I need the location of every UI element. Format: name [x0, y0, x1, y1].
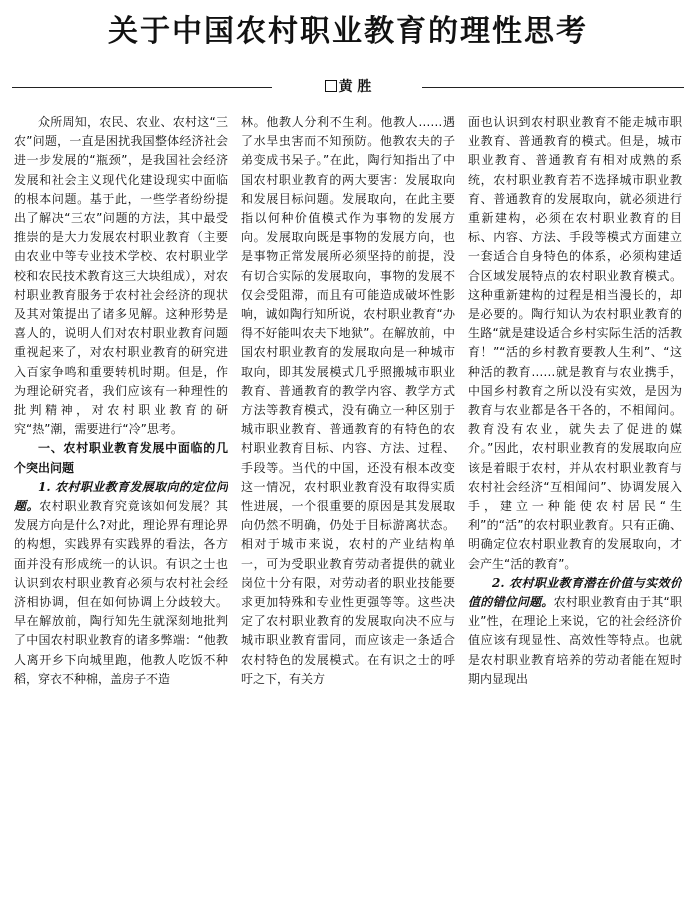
- paragraph: [14, 478, 228, 689]
- subsection-heading: 1. 农村职业教育发展取向的定位问题。: [14, 479, 228, 514]
- author-byline: [12, 76, 684, 98]
- author-name-block: [278, 76, 418, 98]
- paragraph: 面也认识到农村职业教育不能走城市职业教育、普通教育的模式。但是，城市职业教育、普通教育有相对成熟的系统，农村职业教育若不选择城市职业教育、普通教育的发展取向，就必须进行重新建构，必须在农村职业教育的目标、内容、方法、手段等模式方面建立一套适合自身特色的体系，必须构建适合区域发展特点的农村职业教育模式。这种重新建构的过程是相当漫长的，却是必要的。陶行知认为农村职业教育的生路“就是建设适合乡村实际生活的活教育！”“活的乡村教育要教人生利”、“这种活的教育……就是教育与农业携手，中国乡村教育之所以没有实效，是因为教育与农业都是各干各的，不相闻问。教育没有农业，就失去了促进的媒介。”因此，农村职业教育的发展取向应该是着眼于农村，并从农村职业教育与农村社会经济“互相闻问”、协调发展入手，建立一种能使农村居民“生利”的“活”的农村职业教育。只有正确、明确定位农村职业教育的发展取向，才会产生“活的教育”。: [468, 115, 682, 571]
- author-name: 黄 胜: [338, 79, 372, 95]
- paragraph: [468, 574, 682, 689]
- article-body: [14, 113, 682, 891]
- byline-rule-right: [422, 87, 684, 88]
- subsection-heading: 2. 农村职业教育潜在价值与实效价值的错位问题。: [468, 575, 682, 610]
- square-bullet-icon: [325, 80, 337, 92]
- column-3: [468, 113, 682, 891]
- byline-rule-left: [12, 87, 272, 88]
- paragraph: 众所周知，农民、农业、农村这“三农”问题，一直是困扰我国整体经济社会进一步发展的“瓶颈”，是我国社会经济发展和社会主义现代化建设现实中面临的根本问题。基于此，一些学者纷纷提出了解决“三农”问题的方法，其中最受推崇的是大力发展农村职业教育（主要由农业中等专业技术学校、农村职业学校和农民技术教育这三大块组成），对农村职业教育服务于农村社会经济的现状及其对策提出了诸多见解。这种形势是喜人的，说明人们对农村职业教育问题重视起来了，对农村职业教育的研究进入百家争鸣和重要转机时期。但是，作为理论研究者，我们应该有一种理性的批判精神，对农村职业教育的研究“热”潮，需要进行“冷”思考。: [14, 115, 228, 437]
- paragraph-text: 农村职业教育究竟该如何发展？其发展方向是什么?对此，理论界有理论界的构想，实践界有实践界的看法，各方面并没有形成统一的认识。有识之士也认识到农村职业教育必须与农村社会经济相协调，但在如何协调上分歧较大。早在解放前，陶行知先生就深刻地批判了中国农村职业教育的诸多弊端：“他教人离开乡下向城里跑，他教人吃饭不种稻，穿衣不种棉，盖房子不造: [14, 499, 228, 686]
- paragraph: 林。他教人分利不生利。他教人……遇了水旱虫害而不知预防。他教农夫的子弟变成书呆子。”在此，陶行知指出了中国农村职业教育的两大要害：发展取向和发展目标问题。发展取向，在此主要指以何种价值模式作为事物的发展方向。发展取向既是事物的发展方向，也是事物正常发展所必须坚持的前提，没有切合实际的发展取向，事物的发展不仅会受阻滞，而且有可能造成破坏性影响，诚如陶行知所说，农村职业教育“办得不好能叫农夫下地狱”。在解放前，中国农村职业教育的发展取向是一种城市取向，即其发展模式几乎照搬城市职业教育、普通教育的教学内容、教学方式方法等教育模式，没有确立一种区别于城市职业教育、普通教育的有特色的农村职业教育目标、内容、方法、过程、手段等。当代的中国，还没有根本改变这一情况，农村职业教育没有取得实质性进展，一个很重要的原因是其发展取向仍然不明确，仍处于目标游离状态。相对于城市来说，农村的产业结构单一，可为受职业教育劳动者提供的就业岗位十分有限，对劳动者的职业技能要求更加特殊和专业性更强等等。这些决定了农村职业教育的发展取向决不应与城市职业教育雷同，而应该走一条适合农村特色的发展模式。在有识之士的呼吁之下，有关方: [241, 115, 455, 686]
- paragraph-text: 农村职业教育由于其“职业”性，在理论上来说，它的社会经济价值应该有现显性、高效性等特点。也就是农村职业教育培养的劳动者能在短时期内显现出: [468, 595, 682, 686]
- column-2: [241, 113, 455, 891]
- section-heading: 一、农村职业教育发展中面临的几个突出问题: [14, 441, 228, 475]
- column-1: [14, 113, 228, 891]
- article-title: 关于中国农村职业教育的理性思考: [108, 14, 588, 49]
